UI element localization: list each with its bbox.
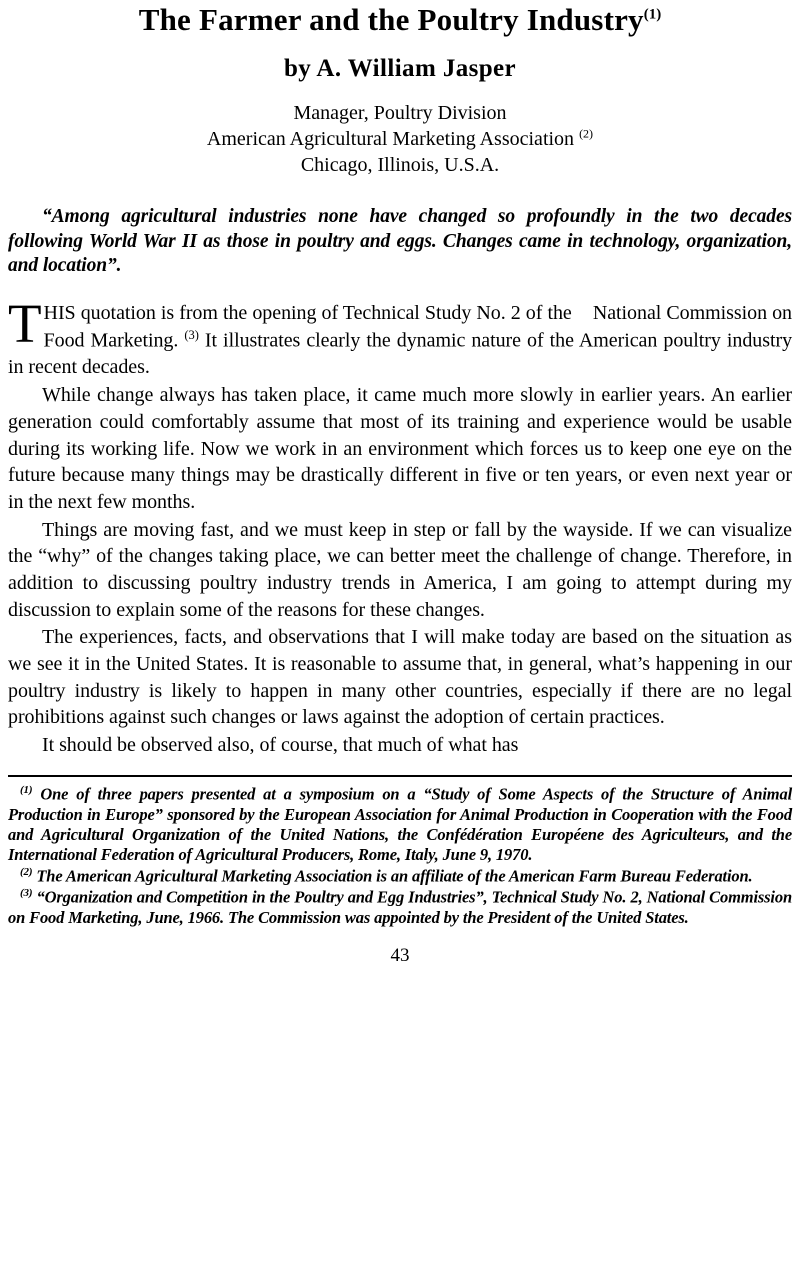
body-paragraph-1	[8, 293, 793, 381]
author-byline: by A. William Jasper	[283, 54, 517, 82]
title-footnote-marker: (1)	[643, 6, 662, 23]
lead-line-rest: HIS quotation is from the opening of Technical Study No. 2 of the	[43, 302, 572, 325]
page-title-text: The Farmer and the Poultry Industry	[138, 2, 644, 37]
footnote-text: One of three papers presented at a symposium on a “Study of Some Aspects of the Structure of Animal Production in Europe” sponsored by the European Association for Animal Production in Cooperation with the Food and Agricultural Organization of the United Nations, the Confédération Européene des Agriculteurs, and the International Federation of Agricultural Producers, Rome, Italy, June 9, 1970.	[8, 784, 793, 865]
body-paragraph-5: It should be observed also, of course, that much of what has	[42, 734, 519, 757]
inline-footnote-marker: (3)	[184, 328, 199, 343]
footnote-marker: (2)	[20, 865, 33, 878]
drop-cap-letter: T	[8, 293, 42, 355]
body-paragraph-2: While change always has taken place, it came much more slowly in earlier years. An earlier generation could comfortably assume that most of its training and experience would be usable during its working life. Now we work in an environment which forces us to keep one eye on the future because many things may be drastically different in five or ten years, or even next year or in the next few months.	[8, 384, 792, 513]
body-paragraph-4: The experiences, facts, and observations that I will make today are based on the situation as we see it in the United States. It is reasonable to assume that, in general, what’s happening in our poultry industry is likely to happen in many other countries, especially if there are no legal prohibitions against such changes or laws against the adoption of certain practices.	[8, 626, 792, 729]
footnote-item	[8, 784, 792, 866]
affiliation-organization: American Agricultural Marketing Association	[206, 127, 575, 150]
affiliation-organization-line	[8, 126, 792, 152]
affiliation-location: Chicago, Illinois, U.S.A.	[300, 153, 500, 176]
footnote-separator-rule	[8, 775, 792, 777]
lead-second-line: National Commission on Food Marketing.	[43, 302, 792, 352]
page-number: 43	[390, 944, 410, 966]
article-body	[8, 293, 793, 758]
paragraph-1-rest: It illustrates clearly the dynamic nature of the American poultry industry in recent decades.	[8, 329, 793, 379]
footnote-item	[8, 887, 792, 928]
body-paragraph-3: Things are moving fast, and we must keep in step or fall by the wayside. If we can visualize the “why” of the changes taking place, we can better meet the challenge of change. Therefore, in addition to discussing poultry industry trends in America, I am going to attempt during my discussion to explain some of the reasons for these changes.	[8, 518, 792, 621]
epigraph-quote: “Among agricultural industries none have changed so profoundly in the two decades following World War II as those in poultry and eggs. Changes came in technology, organization, and location”.	[8, 205, 792, 277]
footnote-marker: (1)	[20, 783, 33, 796]
author-affiliation	[8, 100, 792, 178]
footnote-text: “Organization and Competition in the Poultry and Egg Industries”, Technical Study No. 2, National Commission on Food Marketing, June, 1966. The Commission was appointed by the President of the United States.	[8, 887, 792, 927]
footnote-marker: (3)	[20, 886, 33, 899]
page-title	[8, 4, 792, 37]
footnote-text: The American Agricultural Marketing Association is an affiliate of the American Farm Bureau Federation.	[36, 866, 753, 886]
footnote-item	[8, 866, 792, 887]
affiliation-role: Manager, Poultry Division	[293, 101, 507, 124]
footnotes-section	[8, 784, 792, 928]
affiliation-footnote-marker: (2)	[579, 125, 594, 140]
